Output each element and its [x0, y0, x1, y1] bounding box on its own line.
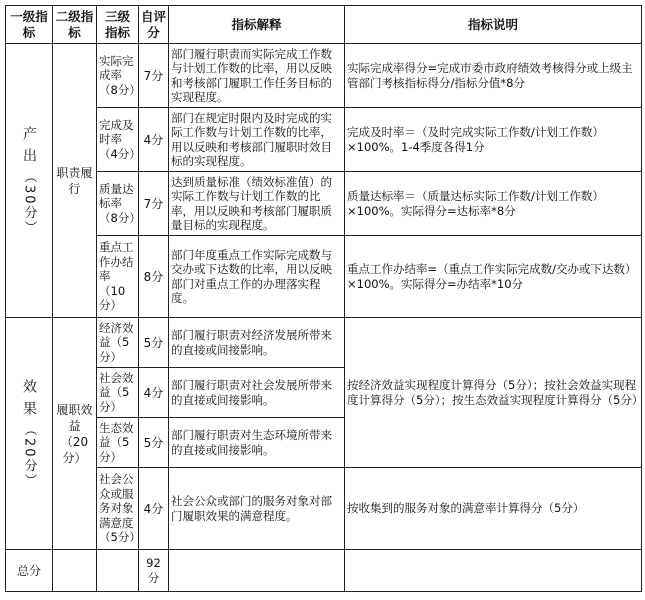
evaluation-table: [5, 5, 642, 592]
header-row: [6, 6, 642, 44]
level1-output-label: 产出: [21, 125, 37, 170]
row-name: 实际完成率（8分）: [97, 44, 139, 108]
row-note: 重点工作办结率=（重点工作实际完成数/交办或下达数）×100%。实际得分=办结率*10分: [345, 236, 642, 318]
row-name: 完成及时率（4分）: [97, 108, 139, 172]
header-explain: 指标解释: [169, 6, 345, 44]
row-note: 完成及时率＝（及时完成实际工作数/计划工作数）×100%。1-4季度各得1分: [345, 108, 642, 172]
level2-benefit-label: 履职效益（20分）: [56, 402, 93, 465]
level1-effect-cell: [6, 318, 53, 550]
row-name: 生态效益（5分）: [97, 418, 139, 468]
table-row: [6, 44, 642, 108]
row-name: 重点工作办结率（10分）: [97, 236, 139, 318]
row-score: 8分: [139, 236, 169, 318]
row-score: 5分: [139, 318, 169, 368]
table-row: [6, 172, 642, 236]
table-row: [6, 318, 642, 368]
row-explain: 达到质量标准（绩效标准值）的实际工作数与计划工作数的比率，用以反映和考核部门履职质量目标的实现程度。: [169, 172, 345, 236]
row-explain: 社会公众或部门的服务对象对部门履职效果的满意程度。: [169, 468, 345, 550]
level1-effect-score: （20分）: [21, 422, 37, 489]
row-score: 7分: [139, 44, 169, 108]
total-empty-cell: [53, 550, 97, 592]
row-score: 5分: [139, 418, 169, 468]
total-label: 总分: [6, 550, 53, 592]
header-level1: 一级指标: [6, 6, 53, 44]
row-score: 4分: [139, 108, 169, 172]
total-empty-cell: [169, 550, 345, 592]
table-row: [6, 236, 642, 318]
total-score: 92分: [139, 550, 169, 592]
row-note: 质量达标率＝（质量达标实际工作数/计划工作数）×100%。实际得分=达标率*8分: [345, 172, 642, 236]
row-explain: 部门履行职责对生态环境所带来的直接或间接影响。: [169, 418, 345, 468]
row-name: 质量达标率（8分）: [97, 172, 139, 236]
total-empty-cell: [345, 550, 642, 592]
level1-output-cell: [6, 44, 53, 318]
benefit-note: 按经济效益实现程度计算得分（5分）；按社会效益实现程度计算得分（5分）；按生态效益实现程度计算得分（5分）: [345, 318, 642, 468]
row-explain: 部门履行职责对经济发展所带来的直接或间接影响。: [169, 318, 345, 368]
row-explain: 部门年度重点工作实际完成数与交办或下达数的比率，用以反映部门对重点工作的办理落实程度。: [169, 236, 345, 318]
row-explain: 部门履行职责对社会发展所带来的直接或间接影响。: [169, 368, 345, 418]
row-score: 4分: [139, 368, 169, 418]
row-name: 社会公众或服务对象满意度（5分）: [97, 468, 139, 550]
row-score: 7分: [139, 172, 169, 236]
row-score: 4分: [139, 468, 169, 550]
level2-benefit-cell: [53, 318, 97, 550]
table-row: [6, 468, 642, 550]
level2-duty-cell: [53, 44, 97, 318]
level2-duty-label: 职责履行: [56, 165, 93, 196]
row-name: 社会效益（5分）: [97, 368, 139, 418]
row-explain: 部门在规定时限内及时完成的实际工作数与计划工作数的比率，用以反映和考核部门履职时效目标的实现程度。: [169, 108, 345, 172]
header-note: 指标说明: [345, 6, 642, 44]
level1-output-score: （30分）: [21, 169, 37, 236]
level1-effect-label: 效果: [21, 378, 37, 423]
header-level3: 三级指标: [97, 6, 139, 44]
table-row: [6, 108, 642, 172]
total-empty-cell: [97, 550, 139, 592]
header-level2: 二级指标: [53, 6, 97, 44]
row-note: 按收集到的服务对象的满意率计算得分（5分）: [345, 468, 642, 550]
total-row: [6, 550, 642, 592]
row-name: 经济效益（5分）: [97, 318, 139, 368]
header-self-score: 自评分: [139, 6, 169, 44]
row-note: 实际完成率得分=完成市委市政府绩效考核得分或上级主管部门考核指标得分/指标分值*8分: [345, 44, 642, 108]
row-explain: 部门履行职责而实际完成工作数与计划工作数的比率，用以反映和考核部门履职工作任务目标的实现程度。: [169, 44, 345, 108]
